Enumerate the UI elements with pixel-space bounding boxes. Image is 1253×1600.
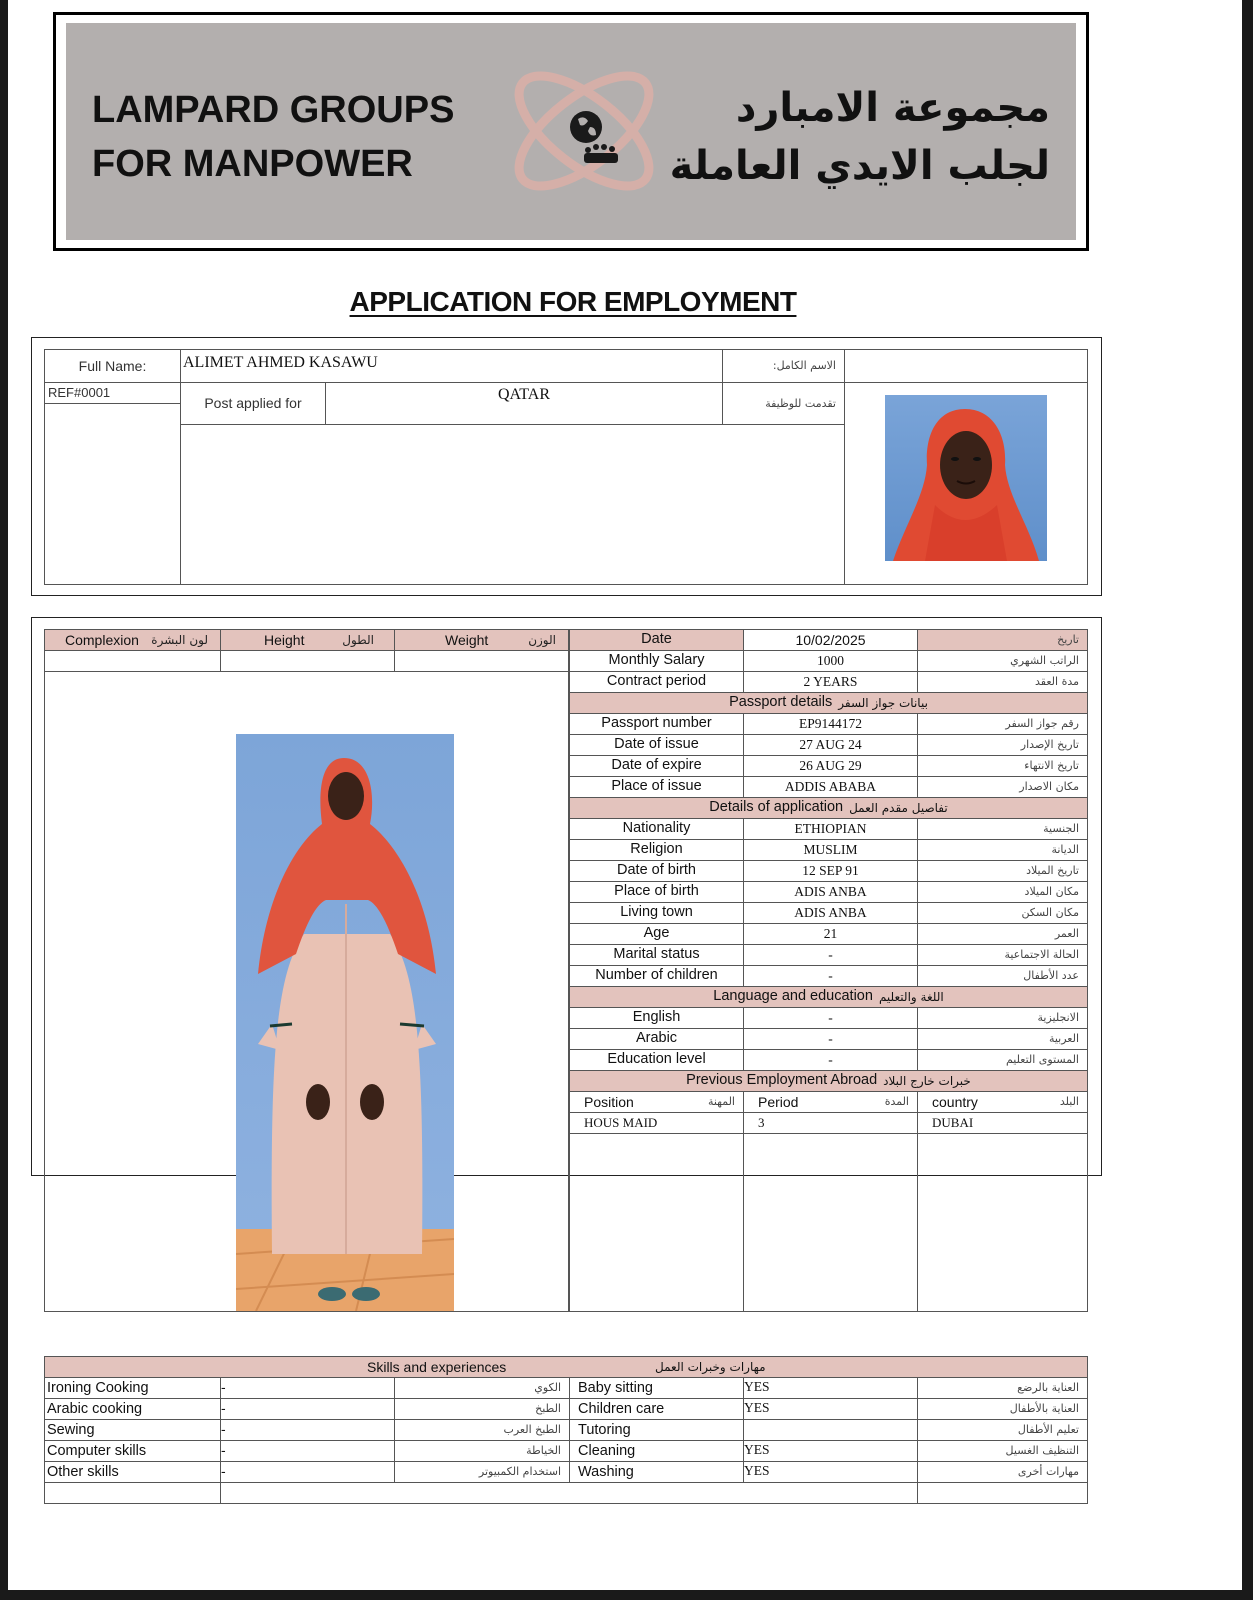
skills-blank-cell — [220, 1482, 918, 1504]
skill-right-value: YES — [743, 1377, 918, 1399]
application-row-value: MUSLIM — [743, 839, 918, 861]
skill-right-label: Baby sitting — [569, 1377, 744, 1399]
skill-right-arabic: العناية بالرضع — [917, 1377, 1088, 1399]
application-row-arabic: الديانة — [917, 839, 1088, 861]
applicant-full-body-photo — [236, 734, 454, 1311]
skill-left-value: - — [220, 1440, 395, 1462]
reference-number: REF#0001 — [44, 382, 181, 404]
company-name-line2: FOR MANPOWER — [92, 143, 413, 185]
skill-right-label: Cleaning — [569, 1440, 744, 1462]
skills-blank-cell — [917, 1482, 1088, 1504]
application-details-header — [569, 797, 1088, 819]
passport-row-label: Date of issue — [569, 734, 744, 756]
language-education-header — [569, 986, 1088, 1008]
globe-people-logo-icon — [502, 47, 666, 215]
application-row-value: ADIS ANBA — [743, 902, 918, 924]
passport-row-label: Date of expire — [569, 755, 744, 777]
height-arabic: الطول — [342, 632, 374, 647]
application-row-arabic: الجنسية — [917, 818, 1088, 840]
application-row-label: Marital status — [569, 944, 744, 966]
complexion-value — [44, 650, 221, 672]
application-page — [8, 0, 1242, 1590]
skill-left-value: - — [220, 1461, 395, 1483]
date-value: 10/02/2025 — [743, 629, 918, 651]
language-row-value: - — [743, 1028, 918, 1050]
application-row-value: 21 — [743, 923, 918, 945]
passport-details-header — [569, 692, 1088, 714]
post-applied-arabic-label: تقدمت للوظيفة — [722, 382, 845, 425]
passport-row-arabic: تاريخ الانتهاء — [917, 755, 1088, 777]
skill-left-arabic: الكوي — [394, 1377, 570, 1399]
post-applied-value: QATAR — [325, 382, 723, 425]
application-row-label: Number of children — [569, 965, 744, 987]
passport-row-value: 27 AUG 24 — [743, 734, 918, 756]
contract-period-label: Contract period — [569, 671, 744, 693]
skill-right-arabic: تعليم الأطفال — [917, 1419, 1088, 1441]
application-row-arabic: تاريخ الميلاد — [917, 860, 1088, 882]
company-name-ar-line2: لجلب الايدي العاملة — [669, 143, 1050, 189]
full-name-label-cell — [44, 349, 181, 383]
skill-left-value: - — [220, 1377, 395, 1399]
previous-employment-header — [569, 1070, 1088, 1092]
skills-header — [44, 1356, 1088, 1378]
weight-header — [394, 629, 569, 651]
application-row-arabic: عدد الأطفال — [917, 965, 1088, 987]
application-row-arabic: مكان السكن — [917, 902, 1088, 924]
skill-right-label: Tutoring — [569, 1419, 744, 1441]
previous-country-column-label: country — [932, 1093, 978, 1110]
skill-right-arabic: التنظيف الغسيل — [917, 1440, 1088, 1462]
post-applied-label: Post applied for — [204, 395, 302, 412]
passport-row-arabic: رقم جواز السفر — [917, 713, 1088, 735]
skill-right-label: Children care — [569, 1398, 744, 1420]
application-details-header-title: Details of application — [709, 799, 844, 816]
height-value — [220, 650, 395, 672]
form-title-text: APPLICATION FOR EMPLOYMENT — [349, 286, 797, 317]
skill-left-label: Sewing — [44, 1419, 221, 1441]
company-name-english — [92, 83, 454, 191]
application-row-value: ETHIOPIAN — [743, 818, 918, 840]
application-row-value: ADIS ANBA — [743, 881, 918, 903]
previous-blank-cell — [917, 1133, 1088, 1312]
skill-right-arabic: العناية بالأطفال — [917, 1398, 1088, 1420]
previous-position-column-arabic: المهنة — [707, 1095, 735, 1109]
previous-employment-header-title: Previous Employment Abroad — [686, 1072, 878, 1089]
skill-right-value: YES — [743, 1440, 918, 1462]
language-row-arabic: المستوى التعليم — [917, 1049, 1088, 1071]
application-row-arabic: العمر — [917, 923, 1088, 945]
applicant-portrait-photo — [885, 395, 1047, 561]
language-row-label: English — [569, 1007, 744, 1029]
language-row-label: Education level — [569, 1049, 744, 1071]
full-name-value: ALIMET AHMED KASAWU — [180, 349, 723, 383]
contract-period-value: 2 YEARS — [743, 671, 918, 693]
skills-header-title: Skills and experiences — [367, 1359, 507, 1375]
application-row-value: 12 SEP 91 — [743, 860, 918, 882]
previous-country-column-arabic: البلد — [1059, 1095, 1079, 1109]
application-row-label: Religion — [569, 839, 744, 861]
letterhead — [53, 12, 1089, 251]
complexion-header — [44, 629, 221, 651]
application-row-label: Date of birth — [569, 860, 744, 882]
application-row-label: Age — [569, 923, 744, 945]
passport-row-value: 26 AUG 29 — [743, 755, 918, 777]
application-row-arabic: مكان الميلاد — [917, 881, 1088, 903]
height-label: Height — [264, 631, 305, 648]
previous-position-column — [569, 1091, 744, 1113]
previous-period-value: 3 — [743, 1112, 918, 1134]
post-label-cell — [180, 382, 326, 425]
language-row-value: - — [743, 1007, 918, 1029]
complexion-arabic: لون البشرة — [151, 632, 208, 647]
skill-right-value: YES — [743, 1461, 918, 1483]
passport-row-arabic: مكان الاصدار — [917, 776, 1088, 798]
previous-country-column — [917, 1091, 1088, 1113]
skill-left-label: Computer skills — [44, 1440, 221, 1462]
monthly-salary-value: 1000 — [743, 650, 918, 672]
application-details-header-title-arabic: تفاصيل مقدم العمل — [849, 800, 948, 815]
previous-blank-cell — [569, 1133, 744, 1312]
language-row-label: Arabic — [569, 1028, 744, 1050]
skill-right-arabic: مهارات أخرى — [917, 1461, 1088, 1483]
ref-blank-cell — [44, 403, 181, 585]
language-education-header-title: Language and education — [713, 988, 873, 1005]
full-name-extra-cell — [844, 349, 1088, 383]
application-row-arabic: الحالة الاجتماعية — [917, 944, 1088, 966]
skill-left-value: - — [220, 1419, 395, 1441]
skill-right-label: Washing — [569, 1461, 744, 1483]
skill-left-arabic: الطبخ — [394, 1398, 570, 1420]
previous-period-column-label: Period — [758, 1093, 799, 1110]
skills-blank-cell — [44, 1482, 221, 1504]
application-row-value: - — [743, 944, 918, 966]
language-education-header-title-arabic: اللغة والتعليم — [878, 989, 944, 1004]
monthly-salary-arabic: الراتب الشهري — [917, 650, 1088, 672]
skill-left-arabic: الطبخ العرب — [394, 1419, 570, 1441]
monthly-salary-label: Monthly Salary — [569, 650, 744, 672]
passport-row-label: Passport number — [569, 713, 744, 735]
passport-details-header-title: Passport details — [729, 694, 833, 711]
previous-position-value: HOUS MAID — [569, 1112, 744, 1134]
skill-right-value: YES — [743, 1398, 918, 1420]
language-row-arabic: العربية — [917, 1028, 1088, 1050]
language-row-arabic: الانجليزية — [917, 1007, 1088, 1029]
previous-employment-header-title-arabic: خبرات خارج البلاد — [883, 1073, 971, 1088]
passport-row-label: Place of issue — [569, 776, 744, 798]
passport-details-header-title-arabic: بيانات جواز السفر — [838, 695, 928, 710]
passport-row-arabic: تاريخ الإصدار — [917, 734, 1088, 756]
application-row-label: Living town — [569, 902, 744, 924]
language-row-value: - — [743, 1049, 918, 1071]
full-name-label: Full Name: — [78, 357, 147, 374]
weight-value — [394, 650, 569, 672]
company-name-ar-line1: مجموعة الامبارد — [735, 85, 1050, 131]
skill-left-value: - — [220, 1398, 395, 1420]
date-arabic: تاريخ — [917, 629, 1088, 651]
application-row-label: Nationality — [569, 818, 744, 840]
skill-left-label: Ironing Cooking — [44, 1377, 221, 1399]
previous-period-column — [743, 1091, 918, 1113]
skill-left-label: Other skills — [44, 1461, 221, 1483]
top-blank-area — [180, 424, 845, 585]
passport-row-value: ADDIS ABABA — [743, 776, 918, 798]
skill-left-arabic: استخدام الكمبيوتر — [394, 1461, 570, 1483]
full-name-arabic-label: الاسم الكامل: — [722, 349, 845, 383]
previous-country-value: DUBAI — [917, 1112, 1088, 1134]
contract-period-arabic: مدة العقد — [917, 671, 1088, 693]
weight-label: Weight — [445, 631, 489, 648]
company-name-arabic — [670, 79, 1050, 195]
skill-left-arabic: الخياطة — [394, 1440, 570, 1462]
date-label: Date — [569, 629, 744, 651]
form-title — [8, 286, 1138, 318]
application-row-label: Place of birth — [569, 881, 744, 903]
previous-blank-cell — [743, 1133, 918, 1312]
company-name-line1: LAMPARD GROUPS — [92, 89, 455, 131]
previous-period-column-arabic: المدة — [884, 1095, 909, 1109]
passport-row-value: EP9144172 — [743, 713, 918, 735]
skill-right-value — [743, 1419, 918, 1441]
application-row-value: - — [743, 965, 918, 987]
weight-arabic: الوزن — [528, 632, 556, 647]
complexion-label: Complexion — [65, 631, 139, 648]
skill-left-label: Arabic cooking — [44, 1398, 221, 1420]
previous-position-column-label: Position — [584, 1093, 634, 1110]
height-header — [220, 629, 395, 651]
letterhead-band — [66, 23, 1076, 240]
skills-header-title-arabic: مهارات وخبرات العمل — [655, 1360, 766, 1374]
